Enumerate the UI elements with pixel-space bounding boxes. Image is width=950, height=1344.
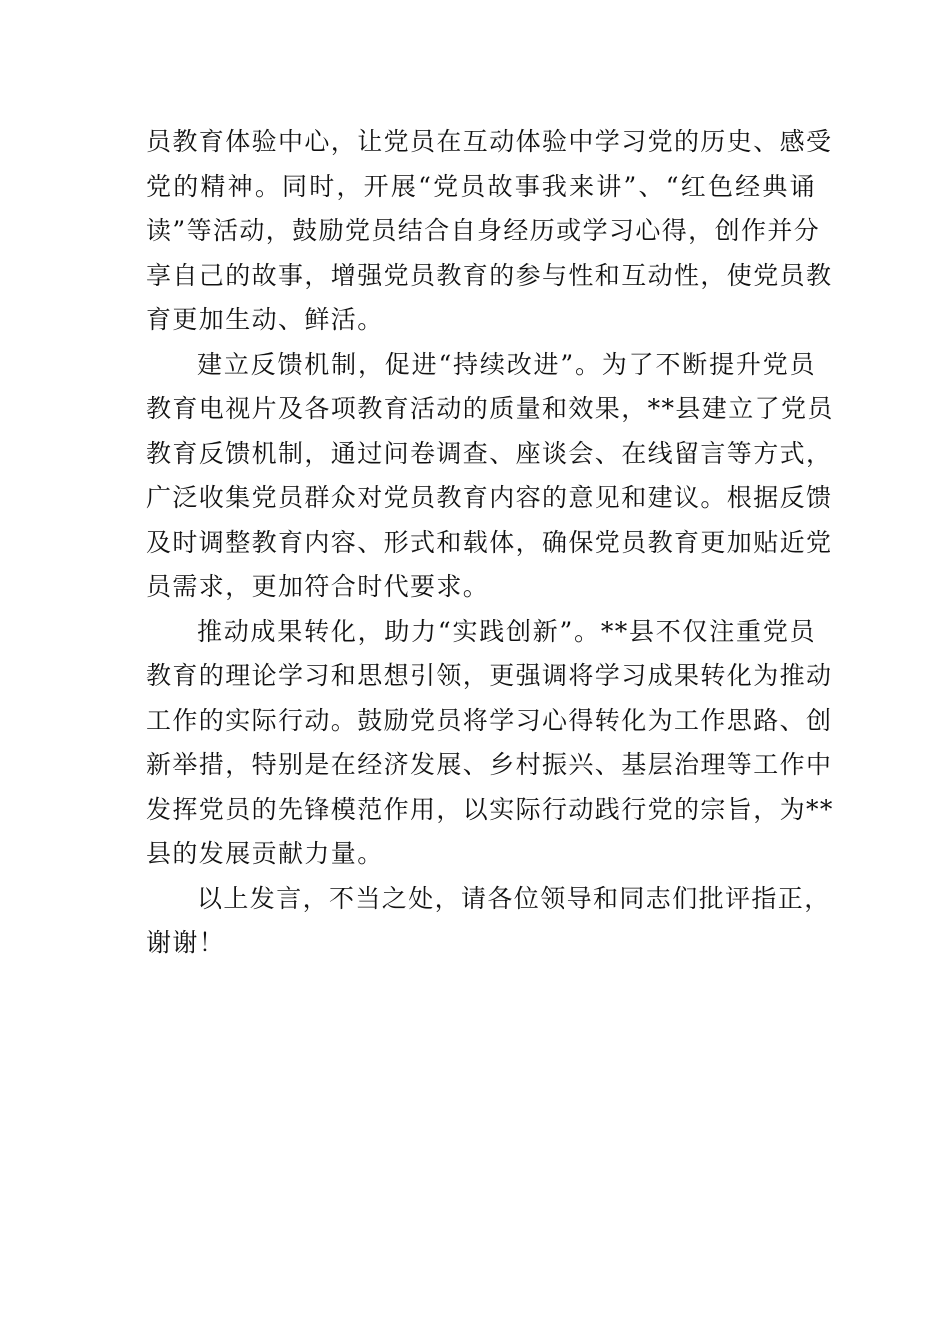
paragraph-line: 教育反馈机制，通过问卷调查、座谈会、在线留言等方式，: [146, 438, 833, 468]
paragraph-line: 建立反馈机制，促进“持续改进”。为了不断提升党员: [197, 349, 816, 379]
document-body: [146, 120, 834, 966]
paragraph-line: 推动成果转化，助力“实践创新”。**县不仅注重党员: [197, 616, 816, 646]
paragraph-line: 谢谢！: [146, 928, 226, 957]
paragraph-line: 以上发言，不当之处，请各位领导和同志们批评指正，: [197, 883, 831, 913]
paragraph-experience-center: [146, 120, 833, 343]
paragraph-line: 教育的理论学习和思想引领，更强调将学习成果转化为推动: [146, 661, 833, 690]
paragraph-line: 教育电视片及各项教育活动的质量和效果，**县建立了党员: [146, 394, 834, 423]
paragraph-line: 员需求，更加符合时代要求。: [146, 572, 490, 601]
paragraph-line: 享自己的故事，增强党员教育的参与性和互动性，使党员教: [146, 260, 833, 290]
paragraph-closing-remarks: [146, 877, 831, 966]
paragraph-line: 广泛收集党员群众对党员教育内容的意见和建议。根据反馈: [146, 483, 833, 512]
paragraph-line: 育更加生动、鲜活。: [146, 305, 384, 334]
paragraph-line: 发挥党员的先锋模范作用，以实际行动践行党的宗旨，为**: [146, 794, 834, 824]
paragraph-achievement-transformation: [146, 610, 834, 877]
paragraph-line: 党的精神。同时，开展“党员故事我来讲”、“红色经典诵: [146, 171, 816, 201]
paragraph-line: 及时调整教育内容、形式和载体，确保党员教育更加贴近党: [146, 527, 833, 557]
paragraph-line: 县的发展贡献力量。: [146, 839, 384, 868]
paragraph-line: 读”等活动，鼓励党员结合自身经历或学习心得，创作并分: [146, 216, 821, 245]
paragraph-line: 工作的实际行动。鼓励党员将学习心得转化为工作思路、创: [146, 705, 833, 735]
paragraph-feedback-mechanism: [146, 343, 834, 610]
paragraph-line: 新举措，特别是在经济发展、乡村振兴、基层治理等工作中: [146, 750, 833, 779]
paragraph-line: 员教育体验中心，让党员在互动体验中学习党的历史、感受: [146, 127, 833, 156]
